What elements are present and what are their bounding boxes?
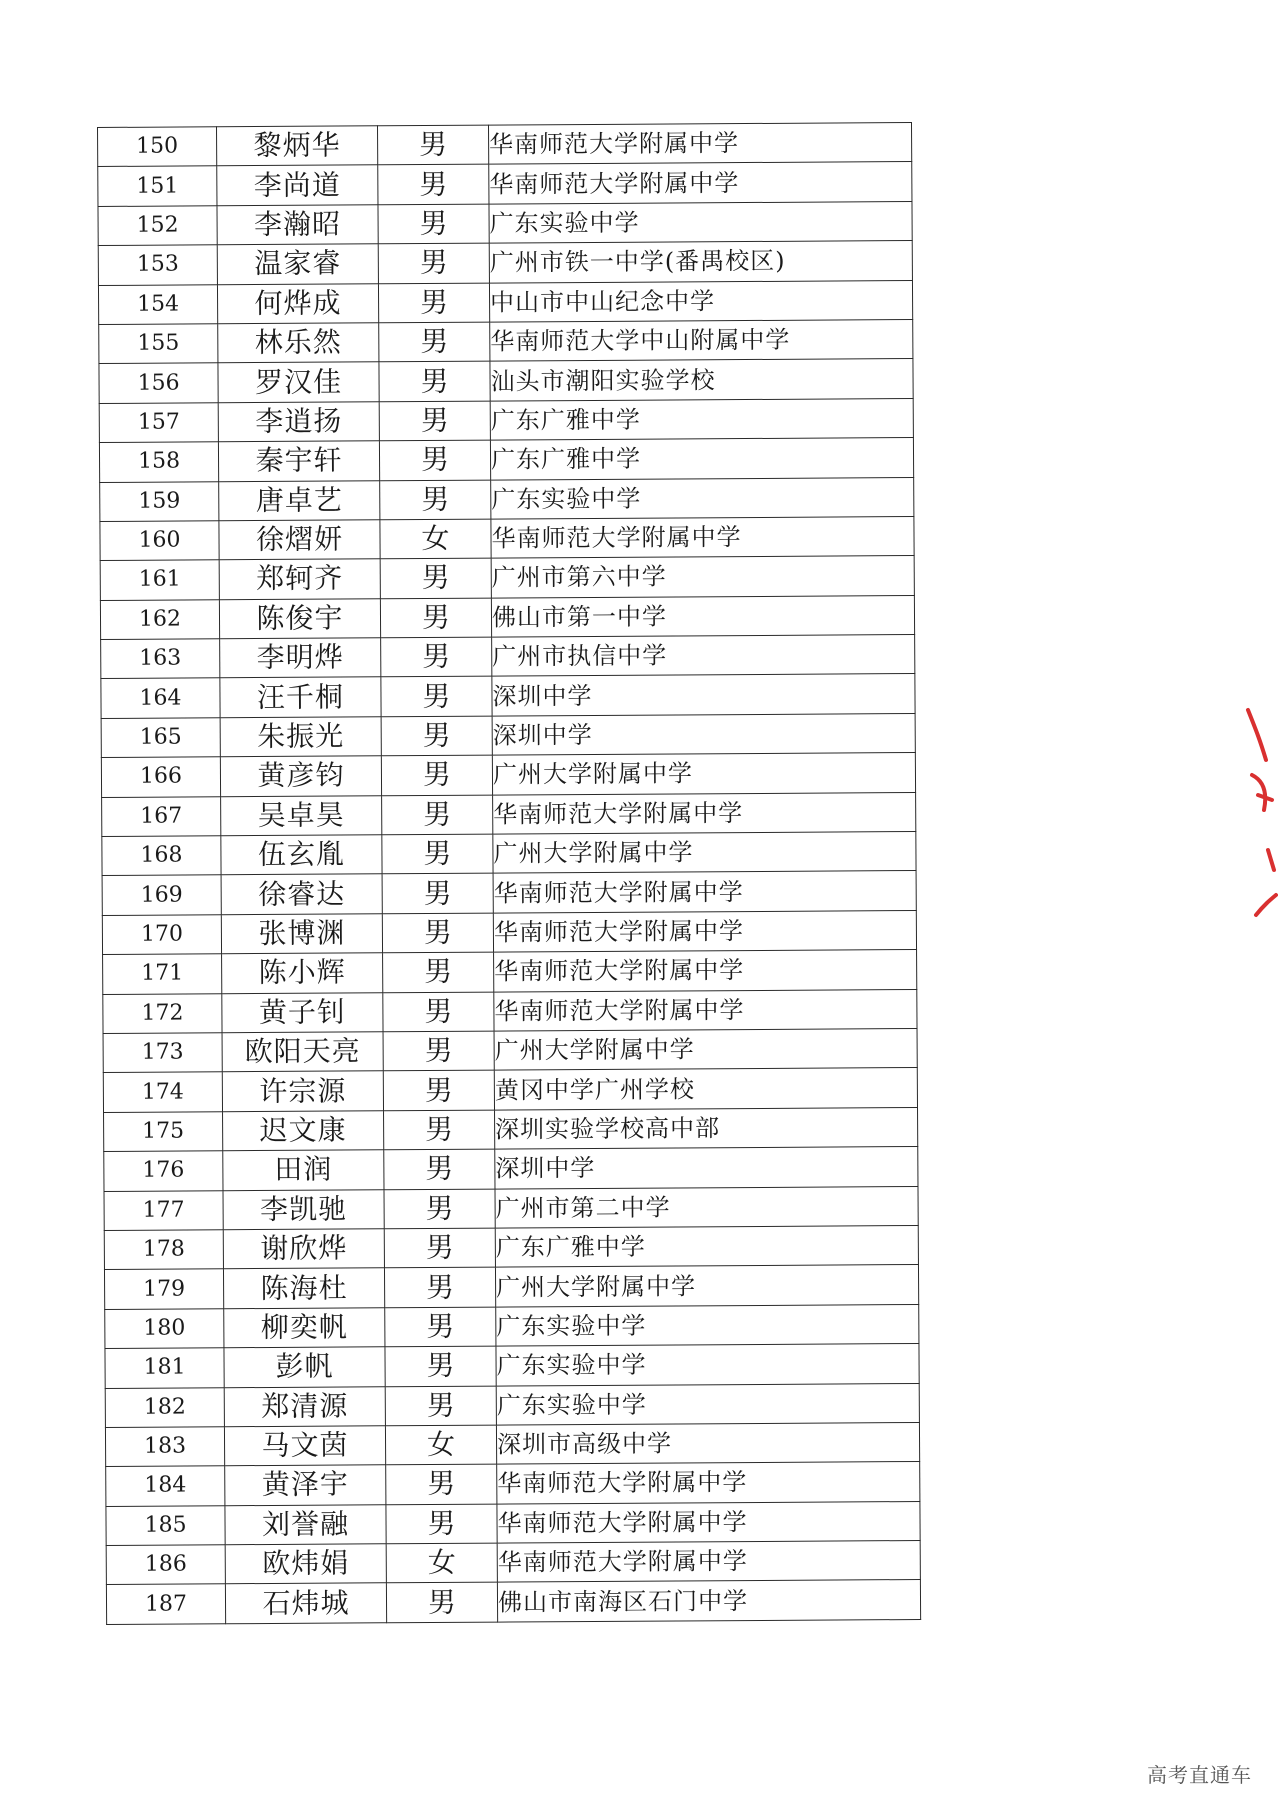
table-row xyxy=(99,398,913,442)
row-number-cell: 169 xyxy=(102,875,221,915)
table-row xyxy=(100,556,914,600)
student-roster-table xyxy=(97,122,921,1625)
row-number-cell: 157 xyxy=(99,402,218,442)
gender-cell: 男 xyxy=(381,637,492,677)
school-cell: 广东广雅中学 xyxy=(490,438,913,480)
student-name-cell: 柳奕帆 xyxy=(224,1307,385,1347)
row-number-cell: 187 xyxy=(106,1584,225,1624)
stamp-stroke xyxy=(1256,895,1276,915)
student-name-cell: 徐睿达 xyxy=(221,874,382,914)
student-name-cell: 朱振光 xyxy=(220,717,381,757)
school-cell: 华南师范大学中山附属中学 xyxy=(490,319,913,361)
gender-cell: 男 xyxy=(381,755,492,795)
school-cell: 华南师范大学附属中学 xyxy=(497,1501,920,1543)
gender-cell: 男 xyxy=(377,125,488,165)
row-number-cell: 178 xyxy=(104,1230,223,1270)
school-cell: 华南师范大学附属中学 xyxy=(494,950,917,992)
student-name-cell: 黄彦钧 xyxy=(220,756,381,796)
student-name-cell: 马文茵 xyxy=(224,1426,385,1466)
gender-cell: 男 xyxy=(385,1307,496,1347)
row-number-cell: 181 xyxy=(105,1348,224,1388)
table-row xyxy=(101,753,915,797)
row-number-cell: 185 xyxy=(106,1505,225,1545)
gender-cell: 男 xyxy=(380,558,491,598)
school-cell: 广东实验中学 xyxy=(496,1383,919,1425)
student-name-cell: 林乐然 xyxy=(218,323,379,363)
row-number-cell: 155 xyxy=(99,324,218,364)
gender-cell: 男 xyxy=(384,1267,495,1307)
school-cell: 佛山市第一中学 xyxy=(491,595,914,637)
row-number-cell: 186 xyxy=(106,1545,225,1585)
table-row xyxy=(106,1580,920,1624)
school-cell: 华南师范大学附属中学 xyxy=(491,516,914,558)
row-number-cell: 151 xyxy=(98,166,217,206)
gender-cell: 男 xyxy=(382,913,493,953)
table-row xyxy=(98,280,912,324)
school-cell: 汕头市潮阳实验学校 xyxy=(490,359,913,401)
student-name-cell: 李凯驰 xyxy=(223,1189,384,1229)
row-number-cell: 183 xyxy=(105,1427,224,1467)
student-name-cell: 欧阳天亮 xyxy=(222,1032,383,1072)
table-row xyxy=(105,1344,919,1388)
student-name-cell: 欧炜娟 xyxy=(225,1544,386,1584)
table-row xyxy=(99,319,913,363)
table-row xyxy=(103,989,917,1033)
table-row xyxy=(98,241,912,285)
gender-cell: 男 xyxy=(382,874,493,914)
student-name-cell: 彭帆 xyxy=(224,1347,385,1387)
student-name-cell: 黎炳华 xyxy=(217,126,378,166)
student-name-cell: 李尚道 xyxy=(217,165,378,205)
school-cell: 广州市铁一中学(番禺校区) xyxy=(489,241,912,283)
gender-cell: 男 xyxy=(386,1504,497,1544)
row-number-cell: 179 xyxy=(104,1269,223,1309)
student-name-cell: 郑清源 xyxy=(224,1386,385,1426)
table-row xyxy=(98,123,912,167)
table-row xyxy=(102,792,916,836)
table-row xyxy=(100,595,914,639)
row-number-cell: 180 xyxy=(105,1308,224,1348)
student-name-cell: 迟文康 xyxy=(223,1111,384,1151)
student-name-cell: 伍玄胤 xyxy=(221,835,382,875)
stamp-stroke xyxy=(1252,775,1272,810)
school-cell: 广东广雅中学 xyxy=(490,398,913,440)
table-row xyxy=(101,713,915,757)
table-row xyxy=(104,1265,918,1309)
row-number-cell: 168 xyxy=(102,836,221,876)
gender-cell: 男 xyxy=(380,480,491,520)
gender-cell: 男 xyxy=(378,243,489,283)
gender-cell: 男 xyxy=(383,1070,494,1110)
table-row xyxy=(105,1422,919,1466)
table-row xyxy=(103,1028,917,1072)
school-cell: 广东实验中学 xyxy=(496,1344,919,1386)
table-row xyxy=(101,635,915,679)
row-number-cell: 175 xyxy=(104,1112,223,1152)
gender-cell: 男 xyxy=(386,1464,497,1504)
student-name-cell: 黄子钊 xyxy=(222,992,383,1032)
student-name-cell: 刘誉融 xyxy=(225,1504,386,1544)
row-number-cell: 160 xyxy=(100,521,219,561)
table-row xyxy=(103,1068,917,1112)
student-name-cell: 许宗源 xyxy=(222,1071,383,1111)
table-row xyxy=(98,201,912,245)
school-cell: 黄冈中学广州学校 xyxy=(494,1068,917,1110)
table-row xyxy=(102,871,916,915)
row-number-cell: 163 xyxy=(101,639,220,679)
school-cell: 广州大学附属中学 xyxy=(492,753,915,795)
gender-cell: 男 xyxy=(383,952,494,992)
gender-cell: 男 xyxy=(382,795,493,835)
gender-cell: 男 xyxy=(384,1149,495,1189)
roster-body xyxy=(98,123,921,1625)
table-row xyxy=(103,950,917,994)
row-number-cell: 153 xyxy=(98,245,217,285)
school-cell: 广州市第二中学 xyxy=(495,1186,918,1228)
school-cell: 深圳中学 xyxy=(492,713,915,755)
gender-cell: 男 xyxy=(385,1386,496,1426)
student-name-cell: 陈小辉 xyxy=(222,953,383,993)
school-cell: 广东实验中学 xyxy=(491,477,914,519)
row-number-cell: 176 xyxy=(104,1151,223,1191)
student-name-cell: 郑轲齐 xyxy=(219,559,380,599)
row-number-cell: 156 xyxy=(99,363,218,403)
student-name-cell: 李瀚昭 xyxy=(217,205,378,245)
student-name-cell: 陈俊宇 xyxy=(219,598,380,638)
school-cell: 广东实验中学 xyxy=(496,1304,919,1346)
school-cell: 中山市中山纪念中学 xyxy=(489,280,912,322)
table-row xyxy=(106,1462,920,1506)
gender-cell: 男 xyxy=(382,834,493,874)
table-row xyxy=(99,438,913,482)
row-number-cell: 172 xyxy=(103,993,222,1033)
red-stamp-fragment xyxy=(1238,700,1278,950)
row-number-cell: 170 xyxy=(102,915,221,955)
student-name-cell: 罗汉佳 xyxy=(218,362,379,402)
school-cell: 华南师范大学附属中学 xyxy=(493,871,916,913)
row-number-cell: 152 xyxy=(98,206,217,246)
stamp-stroke xyxy=(1268,850,1274,870)
row-number-cell: 184 xyxy=(106,1466,225,1506)
student-name-cell: 吴卓昊 xyxy=(221,795,382,835)
school-cell: 深圳中学 xyxy=(492,674,915,716)
student-name-cell: 田润 xyxy=(223,1150,384,1190)
school-cell: 深圳中学 xyxy=(495,1147,918,1189)
student-name-cell: 张博渊 xyxy=(221,914,382,954)
gender-cell: 女 xyxy=(386,1543,497,1583)
row-number-cell: 164 xyxy=(101,678,220,718)
row-number-cell: 165 xyxy=(101,718,220,758)
school-cell: 华南师范大学附属中学 xyxy=(493,792,916,834)
student-name-cell: 石炜城 xyxy=(225,1583,386,1623)
table-row xyxy=(100,516,914,560)
table-row xyxy=(104,1186,918,1230)
row-number-cell: 174 xyxy=(103,1072,222,1112)
school-cell: 华南师范大学附属中学 xyxy=(497,1541,920,1583)
gender-cell: 男 xyxy=(384,1228,495,1268)
gender-cell: 男 xyxy=(379,401,490,441)
school-cell: 广州大学附属中学 xyxy=(495,1265,918,1307)
gender-cell: 男 xyxy=(383,992,494,1032)
school-cell: 华南师范大学附属中学 xyxy=(493,910,916,952)
table-row xyxy=(106,1541,920,1585)
school-cell: 广州大学附属中学 xyxy=(493,832,916,874)
gender-cell: 男 xyxy=(383,1031,494,1071)
gender-cell: 男 xyxy=(386,1583,497,1623)
row-number-cell: 162 xyxy=(100,599,219,639)
row-number-cell: 161 xyxy=(100,560,219,600)
row-number-cell: 171 xyxy=(103,954,222,994)
row-number-cell: 150 xyxy=(98,127,217,167)
row-number-cell: 173 xyxy=(103,1033,222,1073)
school-cell: 深圳实验学校高中部 xyxy=(495,1107,918,1149)
table-row xyxy=(106,1501,920,1545)
school-cell: 深圳市高级中学 xyxy=(496,1422,919,1464)
table-row xyxy=(99,359,913,403)
table-row xyxy=(102,910,916,954)
gender-cell: 男 xyxy=(378,164,489,204)
row-number-cell: 158 xyxy=(99,442,218,482)
row-number-cell: 177 xyxy=(104,1190,223,1230)
table-row xyxy=(102,832,916,876)
school-cell: 广州市第六中学 xyxy=(491,556,914,598)
row-number-cell: 166 xyxy=(101,757,220,797)
student-name-cell: 李明烨 xyxy=(220,638,381,678)
gender-cell: 男 xyxy=(379,322,490,362)
table-row xyxy=(105,1304,919,1348)
table-row xyxy=(101,674,915,718)
source-watermark: 高考直通车 xyxy=(1147,1763,1252,1787)
school-cell: 广东广雅中学 xyxy=(495,1225,918,1267)
row-number-cell: 154 xyxy=(98,284,217,324)
gender-cell: 男 xyxy=(384,1189,495,1229)
gender-cell: 男 xyxy=(380,598,491,638)
gender-cell: 男 xyxy=(379,440,490,480)
table-row xyxy=(104,1147,918,1191)
school-cell: 广州市执信中学 xyxy=(492,635,915,677)
table-row xyxy=(104,1107,918,1151)
table-row xyxy=(100,477,914,521)
student-name-cell: 温家睿 xyxy=(217,244,378,284)
student-name-cell: 唐卓艺 xyxy=(219,480,380,520)
gender-cell: 男 xyxy=(381,716,492,756)
stamp-stroke xyxy=(1248,710,1266,760)
table-row xyxy=(105,1383,919,1427)
gender-cell: 男 xyxy=(384,1110,495,1150)
school-cell: 华南师范大学附属中学 xyxy=(489,162,912,204)
student-name-cell: 何烨成 xyxy=(217,283,378,323)
gender-cell: 女 xyxy=(385,1425,496,1465)
student-name-cell: 汪千桐 xyxy=(220,677,381,717)
row-number-cell: 182 xyxy=(105,1387,224,1427)
school-cell: 华南师范大学附属中学 xyxy=(488,123,911,165)
table-row xyxy=(104,1225,918,1269)
school-cell: 佛山市南海区石门中学 xyxy=(497,1580,920,1622)
row-number-cell: 159 xyxy=(100,481,219,521)
school-cell: 华南师范大学附属中学 xyxy=(494,989,917,1031)
student-name-cell: 谢欣烨 xyxy=(223,1229,384,1269)
row-number-cell: 167 xyxy=(102,796,221,836)
student-name-cell: 秦宇轩 xyxy=(218,441,379,481)
table-row xyxy=(98,162,912,206)
gender-cell: 男 xyxy=(385,1346,496,1386)
school-cell: 广州大学附属中学 xyxy=(494,1028,917,1070)
student-name-cell: 李逍扬 xyxy=(218,402,379,442)
gender-cell: 男 xyxy=(378,283,489,323)
school-cell: 广东实验中学 xyxy=(489,201,912,243)
student-name-cell: 黄泽宇 xyxy=(225,1465,386,1505)
gender-cell: 男 xyxy=(381,677,492,717)
gender-cell: 男 xyxy=(378,204,489,244)
student-name-cell: 陈海杜 xyxy=(223,1268,384,1308)
school-cell: 华南师范大学附属中学 xyxy=(497,1462,920,1504)
gender-cell: 女 xyxy=(380,519,491,559)
student-name-cell: 徐熠妍 xyxy=(219,520,380,560)
gender-cell: 男 xyxy=(379,361,490,401)
